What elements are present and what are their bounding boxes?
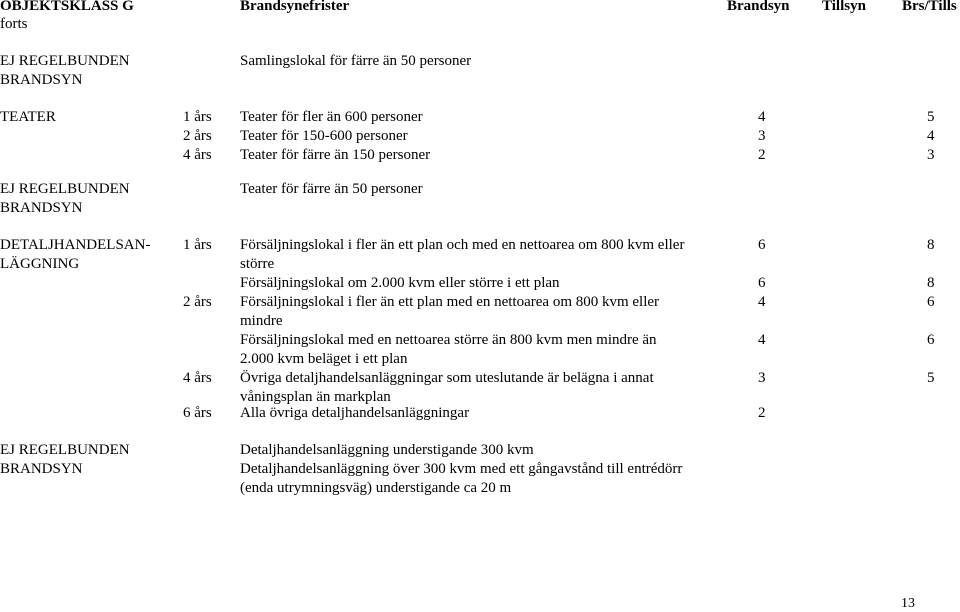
tillsyn-value: 4 (758, 294, 766, 310)
interval-cell: 2 års (183, 294, 212, 310)
description-cell: våningsplan än markplan (240, 389, 391, 405)
category-label: EJ REGELBUNDEN (0, 442, 130, 458)
tillsyn-value: 3 (758, 370, 766, 386)
category-label: BRANDSYN (0, 200, 83, 216)
tillsyn-value: 2 (758, 405, 766, 421)
category-label: TEATER (0, 109, 56, 125)
category-label: DETALJHANDELSAN- (0, 237, 151, 253)
tillsyn-value: 3 (758, 128, 766, 144)
category-label: LÄGGNING (0, 256, 80, 272)
column-header-tillsyn: Tillsyn (822, 0, 866, 14)
description-cell: Detaljhandelsanläggning över 300 kvm med ett gångavstånd till entrédörr (240, 461, 683, 477)
header-category: OBJEKTSKLASS G (0, 0, 134, 14)
interval-cell: 4 års (183, 147, 212, 163)
description-cell: Försäljningslokal i fler än ett plan och med en nettoarea om 800 kvm eller (240, 237, 685, 253)
column-header-brs-tills: Brs/Tills (902, 0, 957, 14)
interval-cell: 1 års (183, 237, 212, 253)
description-cell: Teater för färre än 150 personer (240, 147, 431, 163)
interval-cell: 4 års (183, 370, 212, 386)
description-cell: Detaljhandelsanläggning understigande 300 kvm (240, 442, 534, 458)
description-cell: Alla övriga detaljhandelsanläggningar (240, 405, 470, 421)
brs-tills-value: 6 (927, 332, 935, 348)
tillsyn-value: 4 (758, 109, 766, 125)
brs-tills-value: 5 (927, 370, 935, 386)
brs-tills-value: 8 (927, 237, 935, 253)
interval-cell: 6 års (183, 405, 212, 421)
description-cell: mindre (240, 313, 283, 329)
page-number: 13 (901, 596, 915, 611)
description-cell: Teater för färre än 50 personer (240, 181, 423, 197)
interval-cell: 2 års (183, 128, 212, 144)
category-label: EJ REGELBUNDEN (0, 181, 130, 197)
brs-tills-value: 3 (927, 147, 935, 163)
description-cell: (enda utrymningsväg) understigande ca 20 m (240, 480, 512, 496)
brs-tills-value: 4 (927, 128, 935, 144)
brs-tills-value: 8 (927, 275, 935, 291)
description-cell: Försäljningslokal med en nettoarea större än 800 kvm men mindre än (240, 332, 657, 348)
tillsyn-value: 6 (758, 275, 766, 291)
description-cell: Teater för fler än 600 personer (240, 109, 423, 125)
tillsyn-value: 2 (758, 147, 766, 163)
tillsyn-value: 4 (758, 332, 766, 348)
description-cell: Samlingslokal för färre än 50 personer (240, 53, 472, 69)
category-label: BRANDSYN (0, 461, 83, 477)
brs-tills-value: 5 (927, 109, 935, 125)
description-cell: Försäljningslokal i fler än ett plan med en nettoarea om 800 kvm eller (240, 294, 660, 310)
description-cell: Försäljningslokal om 2.000 kvm eller större i ett plan (240, 275, 560, 291)
interval-cell: 1 års (183, 109, 212, 125)
description-cell: Teater för 150-600 personer (240, 128, 408, 144)
category-label: EJ REGELBUNDEN (0, 53, 130, 69)
column-header-brandsyn: Brandsyn (727, 0, 790, 14)
header-category-continued: forts (0, 16, 28, 32)
header-title: Brandsynefrister (240, 0, 350, 14)
brs-tills-value: 6 (927, 294, 935, 310)
tillsyn-value: 6 (758, 237, 766, 253)
description-cell: större (240, 256, 275, 272)
category-label: BRANDSYN (0, 72, 83, 88)
description-cell: 2.000 kvm beläget i ett plan (240, 351, 408, 367)
description-cell: Övriga detaljhandelsanläggningar som uteslutande är belägna i annat (240, 370, 654, 386)
